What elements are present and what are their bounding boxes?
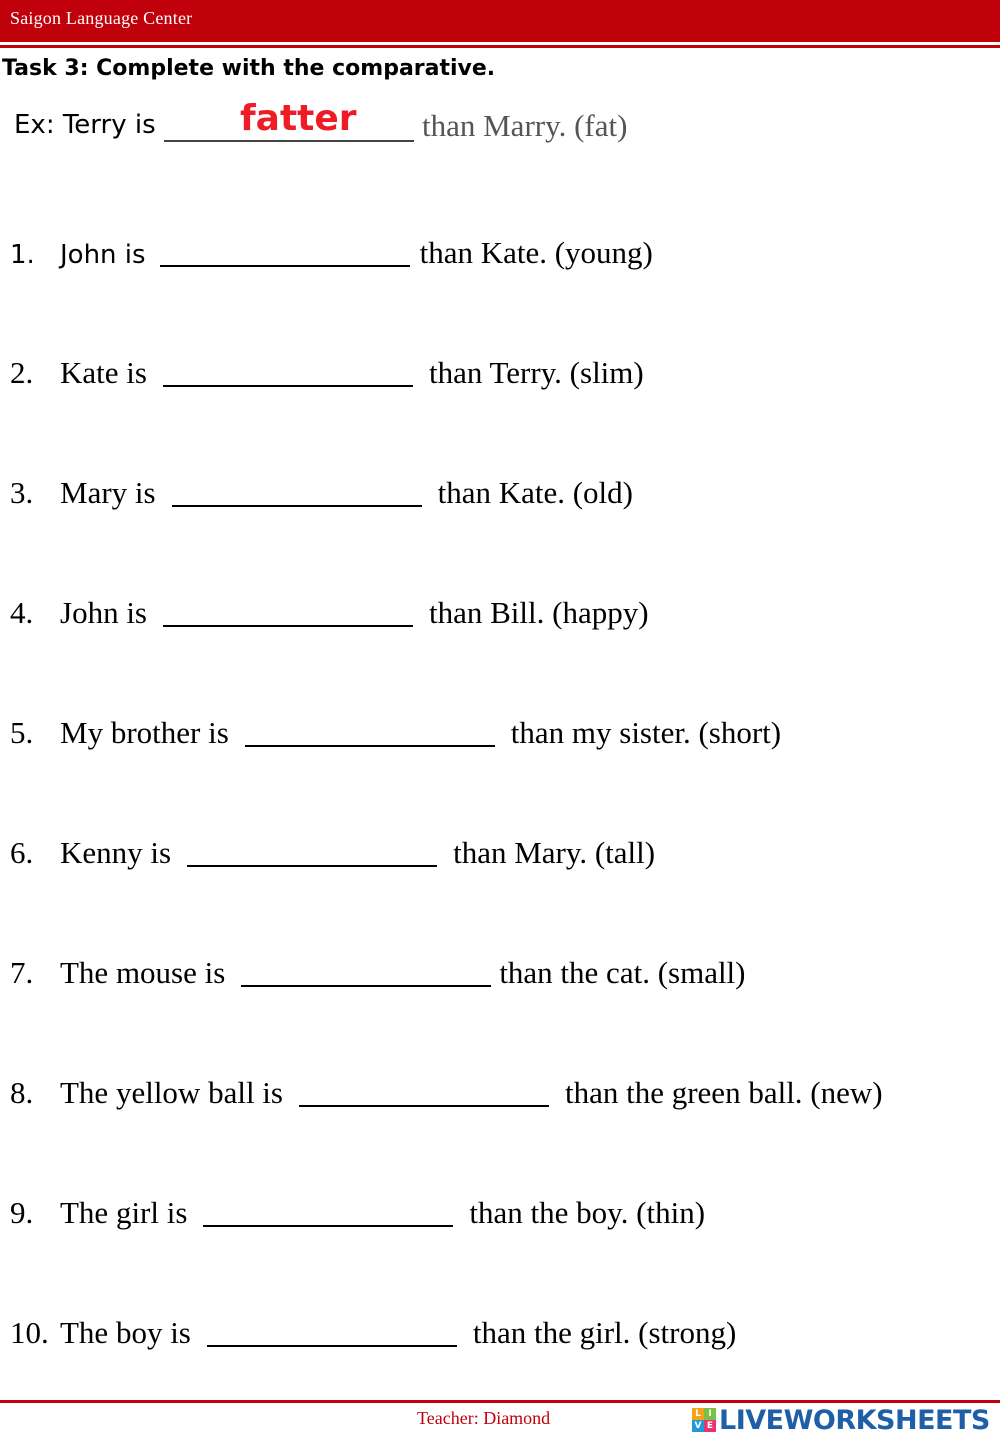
item-number: 4. — [10, 595, 34, 630]
item-number: 6. — [10, 835, 34, 870]
exercise-item-7 — [10, 953, 746, 993]
item-number: 10. — [10, 1315, 49, 1350]
item-prompt: than Bill. (happy) — [429, 595, 649, 630]
item-prompt: than the cat. (small) — [499, 955, 746, 990]
item-prompt: than Mary. (tall) — [453, 835, 656, 870]
logo-tile: E — [704, 1420, 716, 1432]
exercise-item-1 — [10, 233, 653, 273]
answer-blank[interactable] — [245, 715, 495, 747]
exercise-item-10 — [10, 1313, 736, 1353]
item-subject: John is — [60, 240, 146, 270]
item-prompt: than my sister. (short) — [510, 715, 782, 750]
example-tail: than Marry. (fat) — [422, 108, 628, 143]
answer-blank[interactable] — [172, 475, 422, 507]
item-prompt: than Kate. (young) — [419, 235, 653, 270]
header-divider — [0, 45, 1000, 48]
exercise-item-5 — [10, 713, 781, 753]
example-lead: Ex: Terry is — [14, 110, 156, 140]
item-prompt: than the girl. (strong) — [472, 1315, 737, 1350]
exercise-item-8 — [10, 1073, 883, 1113]
answer-blank[interactable] — [203, 1195, 453, 1227]
item-subject: John is — [60, 595, 147, 630]
item-number: 9. — [10, 1195, 34, 1230]
item-number: 2. — [10, 355, 34, 390]
logo-tile: V — [692, 1420, 704, 1432]
item-subject: Mary is — [60, 475, 156, 510]
brand-name: LIVEWORKSHEETS — [719, 1404, 990, 1436]
item-subject: The mouse is — [60, 955, 226, 990]
logo-tile: L — [692, 1408, 704, 1420]
teacher-credit: Teacher: Diamond — [417, 1408, 551, 1428]
item-prompt: than Terry. (slim) — [428, 355, 644, 390]
item-prompt: than the boy. (thin) — [469, 1195, 706, 1230]
answer-blank[interactable] — [241, 955, 491, 987]
exercise-item-3 — [10, 473, 633, 513]
exercise-item-6 — [10, 833, 655, 873]
item-number: 7. — [10, 955, 34, 990]
logo-tile: I — [704, 1408, 716, 1420]
exercise-item-9 — [10, 1193, 705, 1233]
header-bar — [0, 0, 1000, 42]
item-subject: Kate is — [60, 355, 147, 390]
answer-blank[interactable] — [299, 1075, 549, 1107]
item-subject: The girl is — [60, 1195, 188, 1230]
task-title: Task 3: Complete with the comparative. — [2, 56, 496, 81]
item-number: 1. — [10, 240, 35, 270]
item-subject: My brother is — [60, 715, 229, 750]
example-answer: fatter — [240, 98, 357, 139]
liveworksheets-logo-icon — [692, 1408, 716, 1432]
exercise-item-4 — [10, 593, 649, 633]
exercise-item-2 — [10, 353, 644, 393]
item-subject: Kenny is — [60, 835, 172, 870]
item-number: 5. — [10, 715, 34, 750]
answer-blank[interactable] — [207, 1315, 457, 1347]
header-title: Saigon Language Center — [10, 8, 193, 28]
item-subject: The yellow ball is — [60, 1075, 283, 1110]
liveworksheets-brand[interactable] — [692, 1403, 990, 1437]
item-number: 8. — [10, 1075, 34, 1110]
item-subject: The boy is — [60, 1315, 191, 1350]
item-prompt: than the green ball. (new) — [564, 1075, 883, 1110]
item-prompt: than Kate. (old) — [437, 475, 633, 510]
answer-blank[interactable] — [187, 835, 437, 867]
item-number: 3. — [10, 475, 34, 510]
answer-blank[interactable] — [163, 595, 413, 627]
answer-blank[interactable] — [163, 355, 413, 387]
answer-blank[interactable] — [160, 235, 410, 267]
